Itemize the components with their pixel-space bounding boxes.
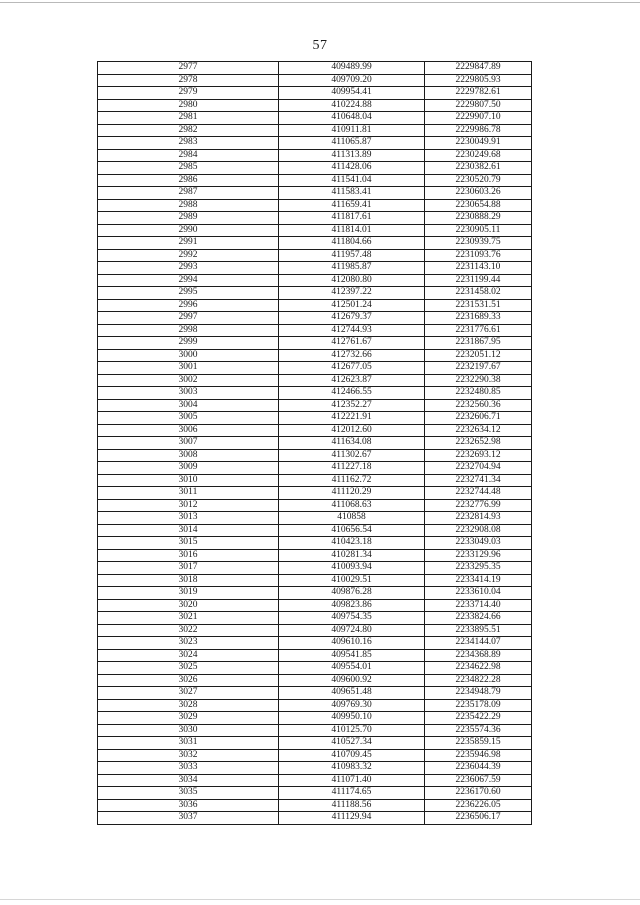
y-coordinate-cell: 2232776.99 (425, 499, 532, 512)
y-coordinate-cell: 2236067.59 (425, 774, 532, 787)
point-number-cell: 2991 (98, 237, 279, 250)
table-row (98, 187, 532, 200)
y-coordinate-cell: 2230249.68 (425, 149, 532, 162)
x-coordinate-cell: 409610.16 (279, 637, 425, 650)
point-number-cell: 3028 (98, 699, 279, 712)
x-coordinate-cell: 409541.85 (279, 649, 425, 662)
x-coordinate-cell: 410648.04 (279, 112, 425, 125)
point-number-cell: 2990 (98, 224, 279, 237)
point-number-cell: 3010 (98, 474, 279, 487)
x-coordinate-cell: 412012.60 (279, 424, 425, 437)
y-coordinate-cell: 2232744.48 (425, 487, 532, 500)
table-row (98, 362, 532, 375)
x-coordinate-cell: 410423.18 (279, 537, 425, 550)
y-coordinate-cell: 2229805.93 (425, 74, 532, 87)
table-row (98, 412, 532, 425)
x-coordinate-cell: 411129.94 (279, 812, 425, 825)
point-number-cell: 2992 (98, 249, 279, 262)
y-coordinate-cell: 2230905.11 (425, 224, 532, 237)
x-coordinate-cell: 411188.56 (279, 799, 425, 812)
x-coordinate-cell: 412221.91 (279, 412, 425, 425)
coordinates-table (97, 61, 532, 825)
x-coordinate-cell: 409651.48 (279, 687, 425, 700)
table-row (98, 262, 532, 275)
y-coordinate-cell: 2235422.29 (425, 712, 532, 725)
point-number-cell: 3031 (98, 737, 279, 750)
point-number-cell: 3013 (98, 512, 279, 525)
point-number-cell: 3035 (98, 787, 279, 800)
table-row (98, 212, 532, 225)
x-coordinate-cell: 409950.10 (279, 712, 425, 725)
table-row (98, 524, 532, 537)
table-row (98, 737, 532, 750)
point-number-cell: 3036 (98, 799, 279, 812)
y-coordinate-cell: 2232814.93 (425, 512, 532, 525)
y-coordinate-cell: 2234948.79 (425, 687, 532, 700)
table-row (98, 624, 532, 637)
table-row (98, 287, 532, 300)
x-coordinate-cell: 409600.92 (279, 674, 425, 687)
y-coordinate-cell: 2232652.98 (425, 437, 532, 450)
x-coordinate-cell: 409554.01 (279, 662, 425, 675)
x-coordinate-cell: 411541.04 (279, 174, 425, 187)
point-number-cell: 3002 (98, 374, 279, 387)
x-coordinate-cell: 411302.67 (279, 449, 425, 462)
table-row (98, 462, 532, 475)
table-row (98, 799, 532, 812)
point-number-cell: 3006 (98, 424, 279, 437)
y-coordinate-cell: 2230520.79 (425, 174, 532, 187)
y-coordinate-cell: 2232606.71 (425, 412, 532, 425)
x-coordinate-cell: 409754.35 (279, 612, 425, 625)
page-number: 57 (312, 38, 328, 53)
point-number-cell: 2997 (98, 312, 279, 325)
y-coordinate-cell: 2233049.03 (425, 537, 532, 550)
table-row (98, 374, 532, 387)
point-number-cell: 3017 (98, 562, 279, 575)
table-row (98, 312, 532, 325)
point-number-cell: 3014 (98, 524, 279, 537)
y-coordinate-cell: 2234144.07 (425, 637, 532, 650)
y-coordinate-cell: 2233295.35 (425, 562, 532, 575)
table-row (98, 712, 532, 725)
table-row (98, 324, 532, 337)
x-coordinate-cell: 412679.37 (279, 312, 425, 325)
table-row (98, 162, 532, 175)
x-coordinate-cell: 411120.29 (279, 487, 425, 500)
point-number-cell: 3032 (98, 749, 279, 762)
coordinates-table-body (98, 62, 532, 825)
point-number-cell: 3025 (98, 662, 279, 675)
table-row (98, 574, 532, 587)
x-coordinate-cell: 411814.01 (279, 224, 425, 237)
y-coordinate-cell: 2232704.94 (425, 462, 532, 475)
point-number-cell: 3001 (98, 362, 279, 375)
y-coordinate-cell: 2232290.38 (425, 374, 532, 387)
table-row (98, 724, 532, 737)
table-row (98, 112, 532, 125)
table-row (98, 437, 532, 450)
table-row (98, 149, 532, 162)
y-coordinate-cell: 2231776.61 (425, 324, 532, 337)
x-coordinate-cell: 411227.18 (279, 462, 425, 475)
point-number-cell: 2980 (98, 99, 279, 112)
y-coordinate-cell: 2231093.76 (425, 249, 532, 262)
y-coordinate-cell: 2230382.61 (425, 162, 532, 175)
y-coordinate-cell: 2232197.67 (425, 362, 532, 375)
y-coordinate-cell: 2234822.28 (425, 674, 532, 687)
y-coordinate-cell: 2234368.89 (425, 649, 532, 662)
table-row (98, 474, 532, 487)
point-number-cell: 3015 (98, 537, 279, 550)
x-coordinate-cell: 411313.89 (279, 149, 425, 162)
table-row (98, 637, 532, 650)
point-number-cell: 3018 (98, 574, 279, 587)
point-number-cell: 3020 (98, 599, 279, 612)
x-coordinate-cell: 412744.93 (279, 324, 425, 337)
table-row (98, 449, 532, 462)
y-coordinate-cell: 2235859.15 (425, 737, 532, 750)
x-coordinate-cell: 409823.86 (279, 599, 425, 612)
point-number-cell: 3005 (98, 412, 279, 425)
y-coordinate-cell: 2229907.10 (425, 112, 532, 125)
table-row (98, 199, 532, 212)
point-number-cell: 3026 (98, 674, 279, 687)
x-coordinate-cell: 410029.51 (279, 574, 425, 587)
point-number-cell: 2987 (98, 187, 279, 200)
point-number-cell: 2998 (98, 324, 279, 337)
point-number-cell: 2993 (98, 262, 279, 275)
table-row (98, 399, 532, 412)
y-coordinate-cell: 2233610.04 (425, 587, 532, 600)
point-number-cell: 2977 (98, 62, 279, 75)
point-number-cell: 3004 (98, 399, 279, 412)
table-row (98, 662, 532, 675)
x-coordinate-cell: 410093.94 (279, 562, 425, 575)
x-coordinate-cell: 410858 (279, 512, 425, 525)
table-row (98, 774, 532, 787)
table-row (98, 512, 532, 525)
x-coordinate-cell: 410911.81 (279, 124, 425, 137)
y-coordinate-cell: 2233129.96 (425, 549, 532, 562)
point-number-cell: 3003 (98, 387, 279, 400)
y-coordinate-cell: 2230603.26 (425, 187, 532, 200)
point-number-cell: 2978 (98, 74, 279, 87)
table-row (98, 387, 532, 400)
y-coordinate-cell: 2232480.85 (425, 387, 532, 400)
x-coordinate-cell: 411957.48 (279, 249, 425, 262)
point-number-cell: 3029 (98, 712, 279, 725)
x-coordinate-cell: 411428.06 (279, 162, 425, 175)
y-coordinate-cell: 2232908.08 (425, 524, 532, 537)
y-coordinate-cell: 2230939.75 (425, 237, 532, 250)
table-row (98, 587, 532, 600)
point-number-cell: 2979 (98, 87, 279, 100)
x-coordinate-cell: 410125.70 (279, 724, 425, 737)
table-row (98, 499, 532, 512)
table-row (98, 74, 532, 87)
x-coordinate-cell: 410224.88 (279, 99, 425, 112)
point-number-cell: 2999 (98, 337, 279, 350)
point-number-cell: 3012 (98, 499, 279, 512)
table-row (98, 749, 532, 762)
x-coordinate-cell: 412677.05 (279, 362, 425, 375)
x-coordinate-cell: 411583.41 (279, 187, 425, 200)
table-row (98, 174, 532, 187)
y-coordinate-cell: 2231531.51 (425, 299, 532, 312)
y-coordinate-cell: 2231143.10 (425, 262, 532, 275)
table-row (98, 99, 532, 112)
point-number-cell: 3022 (98, 624, 279, 637)
x-coordinate-cell: 411659.41 (279, 199, 425, 212)
table-row (98, 424, 532, 437)
x-coordinate-cell: 409489.99 (279, 62, 425, 75)
y-coordinate-cell: 2236226.05 (425, 799, 532, 812)
x-coordinate-cell: 411162.72 (279, 474, 425, 487)
x-coordinate-cell: 412397.22 (279, 287, 425, 300)
x-coordinate-cell: 411634.08 (279, 437, 425, 450)
y-coordinate-cell: 2236506.17 (425, 812, 532, 825)
point-number-cell: 3000 (98, 349, 279, 362)
point-number-cell: 3019 (98, 587, 279, 600)
point-number-cell: 2989 (98, 212, 279, 225)
x-coordinate-cell: 411071.40 (279, 774, 425, 787)
x-coordinate-cell: 411817.61 (279, 212, 425, 225)
point-number-cell: 3034 (98, 774, 279, 787)
table-row (98, 237, 532, 250)
point-number-cell: 3009 (98, 462, 279, 475)
point-number-cell: 2986 (98, 174, 279, 187)
table-row (98, 349, 532, 362)
y-coordinate-cell: 2235178.09 (425, 699, 532, 712)
x-coordinate-cell: 412761.67 (279, 337, 425, 350)
x-coordinate-cell: 411985.87 (279, 262, 425, 275)
y-coordinate-cell: 2231458.02 (425, 287, 532, 300)
table-row (98, 699, 532, 712)
x-coordinate-cell: 410527.34 (279, 737, 425, 750)
x-coordinate-cell: 411068.63 (279, 499, 425, 512)
point-number-cell: 2995 (98, 287, 279, 300)
y-coordinate-cell: 2233714.40 (425, 599, 532, 612)
point-number-cell: 3021 (98, 612, 279, 625)
x-coordinate-cell: 410656.54 (279, 524, 425, 537)
point-number-cell: 3011 (98, 487, 279, 500)
x-coordinate-cell: 412466.55 (279, 387, 425, 400)
x-coordinate-cell: 410983.32 (279, 762, 425, 775)
point-number-cell: 3033 (98, 762, 279, 775)
y-coordinate-cell: 2233414.19 (425, 574, 532, 587)
scan-edge-top (0, 2, 640, 3)
x-coordinate-cell: 410709.45 (279, 749, 425, 762)
y-coordinate-cell: 2236170.60 (425, 787, 532, 800)
point-number-cell: 2988 (98, 199, 279, 212)
y-coordinate-cell: 2232634.12 (425, 424, 532, 437)
table-row (98, 812, 532, 825)
table-row (98, 787, 532, 800)
point-number-cell: 3027 (98, 687, 279, 700)
table-row (98, 124, 532, 137)
y-coordinate-cell: 2231867.95 (425, 337, 532, 350)
y-coordinate-cell: 2230888.29 (425, 212, 532, 225)
y-coordinate-cell: 2231689.33 (425, 312, 532, 325)
y-coordinate-cell: 2235574.36 (425, 724, 532, 737)
point-number-cell: 2984 (98, 149, 279, 162)
point-number-cell: 3024 (98, 649, 279, 662)
table-row (98, 537, 532, 550)
y-coordinate-cell: 2232051.12 (425, 349, 532, 362)
table-row (98, 224, 532, 237)
scan-edge-bottom (0, 899, 640, 900)
table-row (98, 649, 532, 662)
y-coordinate-cell: 2232693.12 (425, 449, 532, 462)
table-row (98, 274, 532, 287)
x-coordinate-cell: 412623.87 (279, 374, 425, 387)
table-row (98, 487, 532, 500)
x-coordinate-cell: 412080.80 (279, 274, 425, 287)
x-coordinate-cell: 411174.65 (279, 787, 425, 800)
table-row (98, 337, 532, 350)
table-row (98, 299, 532, 312)
x-coordinate-cell: 409769.30 (279, 699, 425, 712)
table-row (98, 137, 532, 150)
y-coordinate-cell: 2233895.51 (425, 624, 532, 637)
point-number-cell: 2996 (98, 299, 279, 312)
point-number-cell: 2983 (98, 137, 279, 150)
point-number-cell: 3016 (98, 549, 279, 562)
y-coordinate-cell: 2229807.50 (425, 99, 532, 112)
point-number-cell: 2994 (98, 274, 279, 287)
y-coordinate-cell: 2235946.98 (425, 749, 532, 762)
table-row (98, 687, 532, 700)
point-number-cell: 2982 (98, 124, 279, 137)
y-coordinate-cell: 2232741.34 (425, 474, 532, 487)
table-row (98, 549, 532, 562)
x-coordinate-cell: 410281.34 (279, 549, 425, 562)
y-coordinate-cell: 2230049.91 (425, 137, 532, 150)
x-coordinate-cell: 411804.66 (279, 237, 425, 250)
x-coordinate-cell: 409876.28 (279, 587, 425, 600)
table-row (98, 249, 532, 262)
table-row (98, 762, 532, 775)
x-coordinate-cell: 412501.24 (279, 299, 425, 312)
y-coordinate-cell: 2231199.44 (425, 274, 532, 287)
table-row (98, 674, 532, 687)
y-coordinate-cell: 2232560.36 (425, 399, 532, 412)
y-coordinate-cell: 2236044.39 (425, 762, 532, 775)
y-coordinate-cell: 2233824.66 (425, 612, 532, 625)
y-coordinate-cell: 2229782.61 (425, 87, 532, 100)
x-coordinate-cell: 409709.20 (279, 74, 425, 87)
table-row (98, 87, 532, 100)
x-coordinate-cell: 409954.41 (279, 87, 425, 100)
x-coordinate-cell: 411065.87 (279, 137, 425, 150)
y-coordinate-cell: 2230654.88 (425, 199, 532, 212)
point-number-cell: 2985 (98, 162, 279, 175)
point-number-cell: 3008 (98, 449, 279, 462)
point-number-cell: 3023 (98, 637, 279, 650)
point-number-cell: 3037 (98, 812, 279, 825)
x-coordinate-cell: 409724.80 (279, 624, 425, 637)
point-number-cell: 3007 (98, 437, 279, 450)
table-row (98, 562, 532, 575)
table-row (98, 612, 532, 625)
table-row (98, 599, 532, 612)
x-coordinate-cell: 412732.66 (279, 349, 425, 362)
y-coordinate-cell: 2229986.78 (425, 124, 532, 137)
y-coordinate-cell: 2229847.89 (425, 62, 532, 75)
table-row (98, 62, 532, 75)
x-coordinate-cell: 412352.27 (279, 399, 425, 412)
y-coordinate-cell: 2234622.98 (425, 662, 532, 675)
point-number-cell: 3030 (98, 724, 279, 737)
point-number-cell: 2981 (98, 112, 279, 125)
